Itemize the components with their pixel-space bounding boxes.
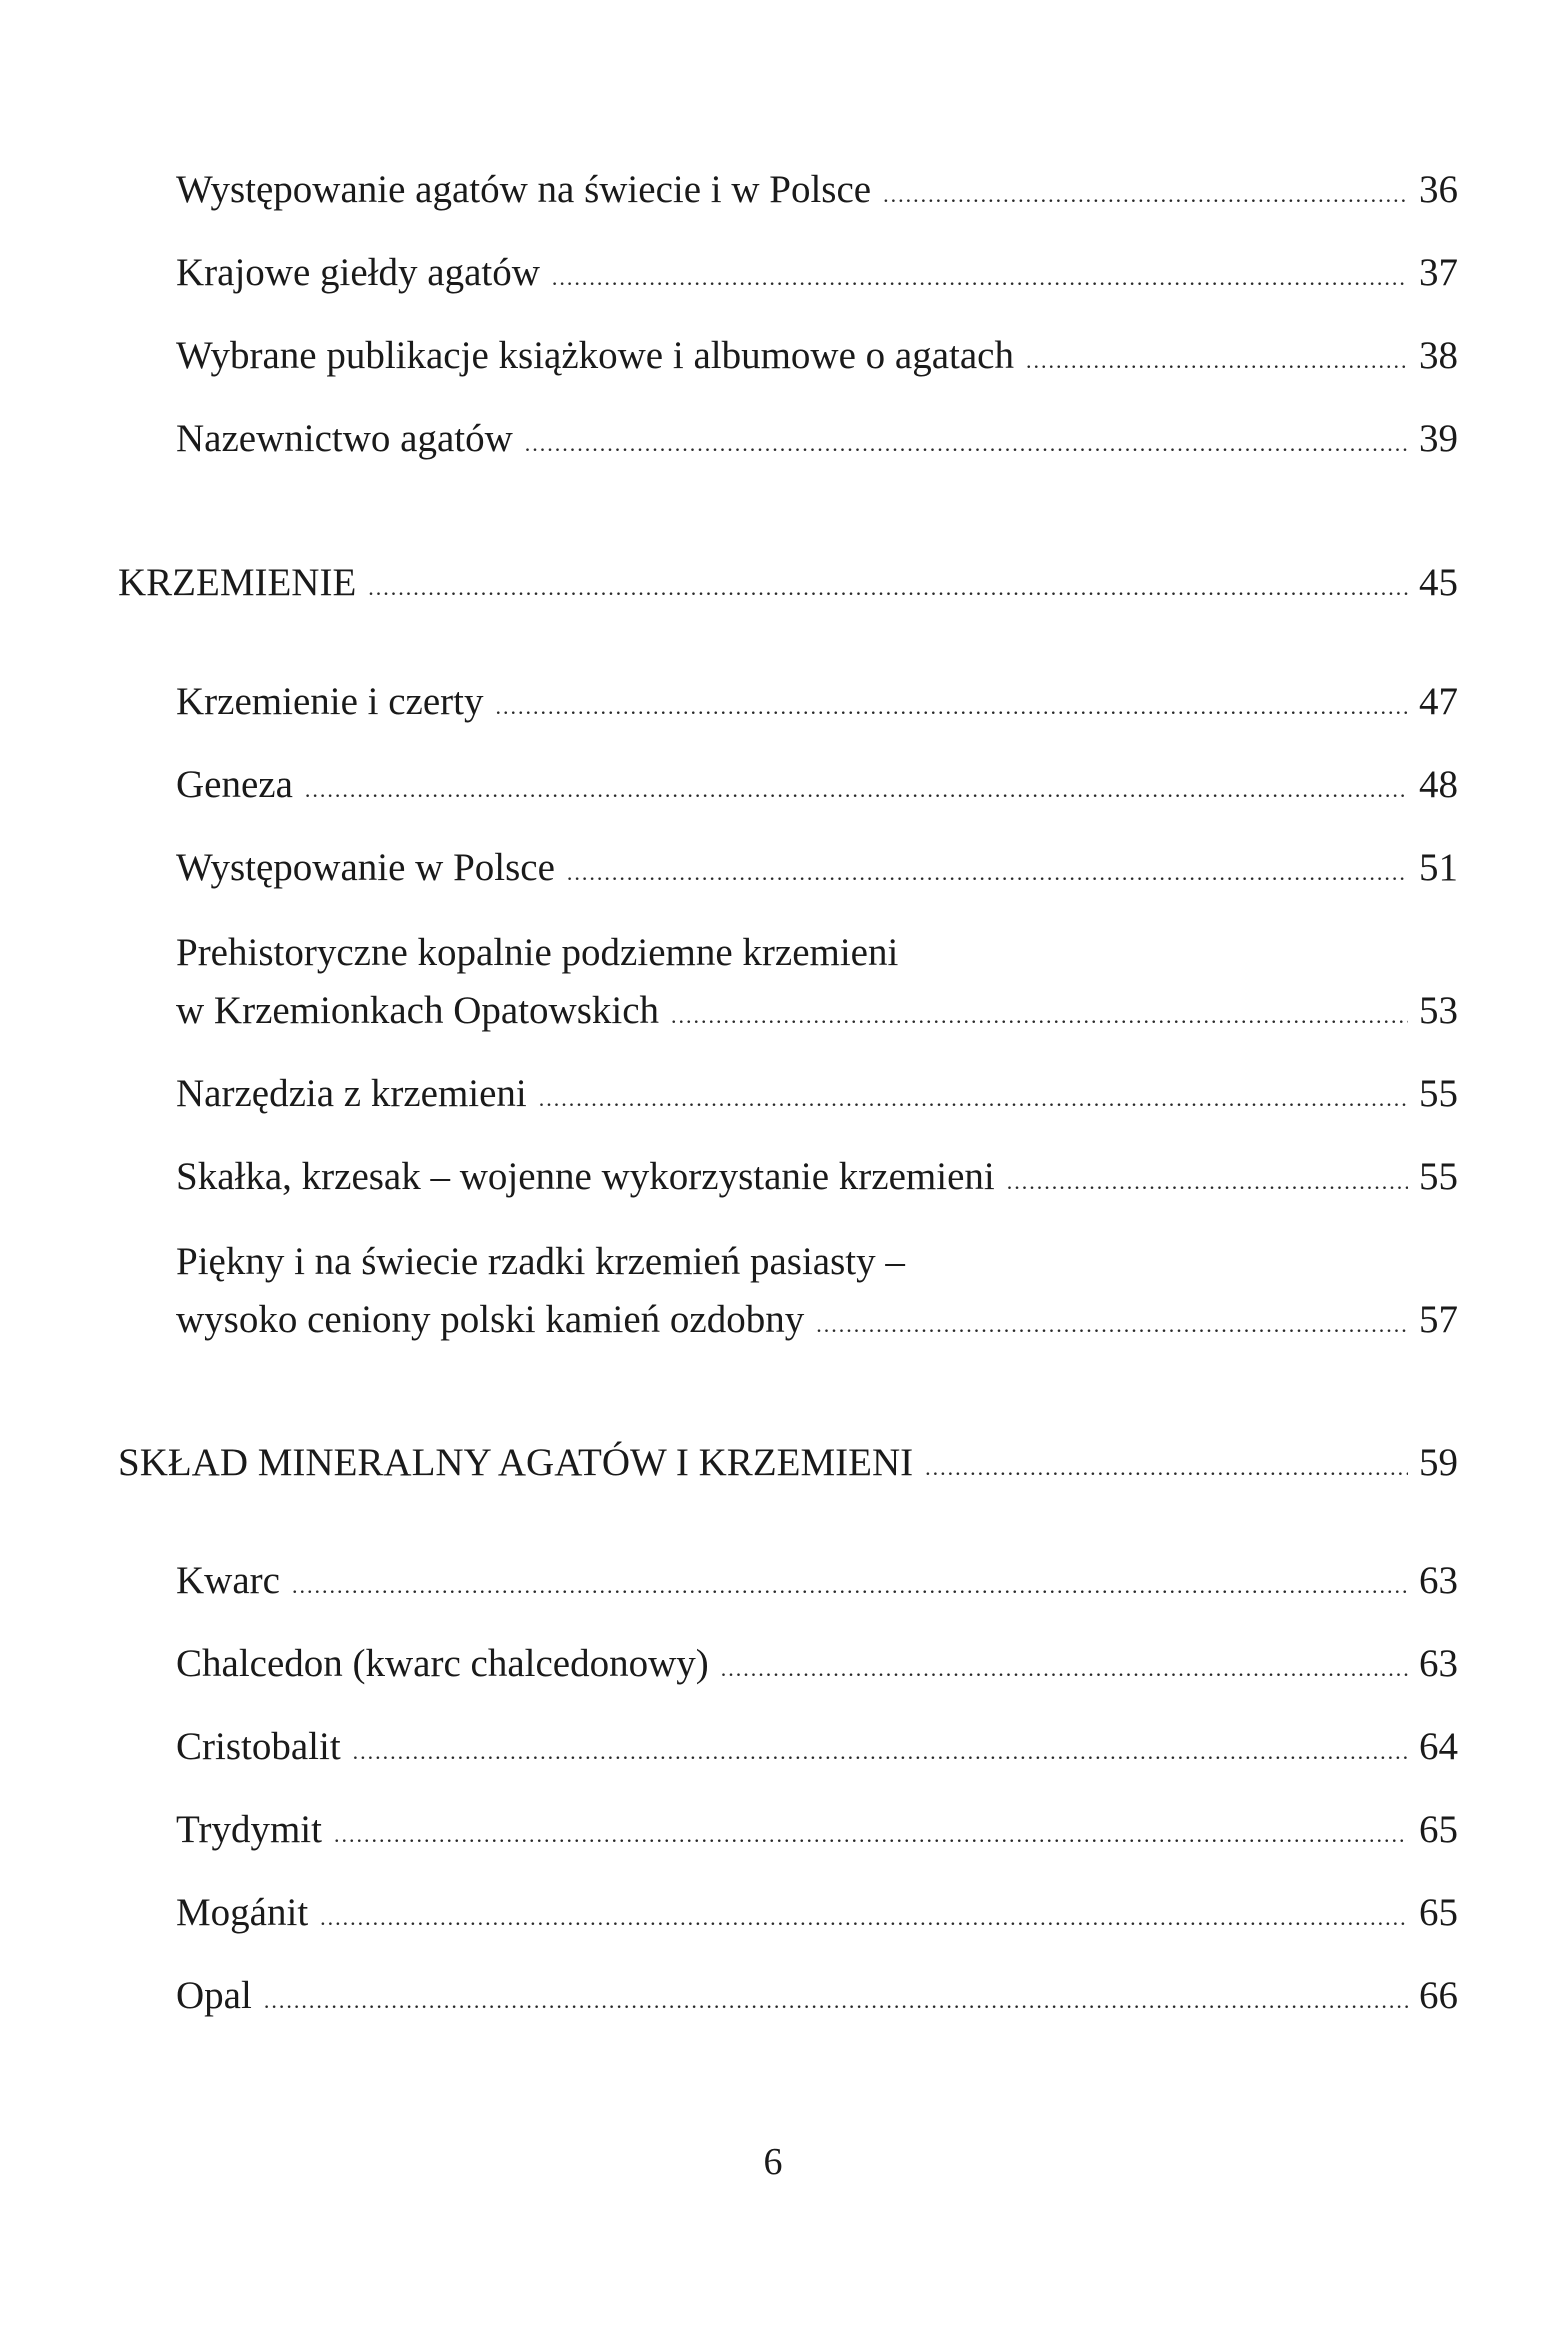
dot-leader — [539, 1088, 1408, 1110]
toc-entry-page: 57 — [1419, 1298, 1458, 1341]
toc-section-title: SKŁAD MINERALNY AGATÓW I KRZEMIENI — [118, 1441, 914, 1484]
toc-entry — [176, 1157, 1458, 1196]
toc-entry-title: Chalcedon (kwarc chalcedonowy) — [176, 1642, 709, 1685]
toc-entry — [176, 991, 1458, 1030]
dot-leader — [671, 1005, 1408, 1027]
dot-leader — [292, 1575, 1408, 1597]
toc-section-heading — [118, 1443, 1458, 1482]
dot-leader — [721, 1658, 1408, 1680]
dot-leader — [525, 433, 1408, 455]
toc-entry-title: w Krzemionkach Opatowskich — [176, 989, 660, 1032]
toc-entry — [176, 1644, 1458, 1683]
toc-entry-title: Trydymit — [176, 1808, 322, 1851]
dot-leader — [1007, 1171, 1408, 1193]
toc-entry-page: 37 — [1419, 251, 1458, 294]
toc-entry — [176, 682, 1458, 721]
dot-leader — [334, 1824, 1408, 1846]
toc-entry-title: Cristobalit — [176, 1725, 341, 1768]
dot-leader — [925, 1457, 1408, 1479]
dot-leader — [264, 1990, 1408, 2012]
toc-section-title: KRZEMIENIE — [118, 561, 357, 604]
toc-entry — [176, 1810, 1458, 1849]
toc-section-heading — [118, 563, 1458, 602]
toc-entry-page: 48 — [1419, 763, 1458, 806]
toc-entry-title: Skałka, krzesak – wojenne wykorzystanie krzemieni — [176, 1155, 995, 1198]
toc-entry-page: 36 — [1419, 168, 1458, 211]
toc-entry — [176, 170, 1458, 209]
toc-entry-title: Kwarc — [176, 1559, 280, 1602]
toc-entry — [176, 1300, 1458, 1339]
dot-leader — [816, 1314, 1408, 1336]
toc-entry — [176, 1074, 1458, 1113]
toc-entry-title-line1: Prehistoryczne kopalnie podziemne krzemieni — [176, 931, 899, 974]
toc-entry-title: Występowanie agatów na świecie i w Polsce — [176, 168, 872, 211]
dot-leader — [567, 862, 1408, 884]
dot-leader — [320, 1907, 1408, 1929]
toc-entry-page: 63 — [1419, 1559, 1458, 1602]
toc-entry — [176, 765, 1458, 804]
toc-entry-page: 55 — [1419, 1155, 1458, 1198]
toc-entry — [176, 419, 1458, 458]
toc-entry-title: Opal — [176, 1974, 252, 2017]
toc-entry-page: 51 — [1419, 846, 1458, 889]
toc-entry-title: Nazewnictwo agatów — [176, 417, 513, 460]
toc-entry-page: 55 — [1419, 1072, 1458, 1115]
toc-entry-title: Geneza — [176, 763, 293, 806]
toc-entry — [176, 1976, 1458, 2015]
toc-entry-page: 64 — [1419, 1725, 1458, 1768]
toc-entry-title: Występowanie w Polsce — [176, 846, 555, 889]
toc-entry-title: wysoko ceniony polski kamień ozdobny — [176, 1298, 805, 1341]
toc-entry — [176, 1893, 1458, 1932]
toc-entry — [176, 1561, 1458, 1600]
toc-entry-page: 63 — [1419, 1642, 1458, 1685]
toc-entry — [176, 253, 1458, 292]
toc-entry-title: Mogánit — [176, 1891, 309, 1934]
toc-entry-page: 65 — [1419, 1891, 1458, 1934]
toc-entry-page: 59 — [1419, 1441, 1458, 1484]
toc-entry-page: 66 — [1419, 1974, 1458, 2017]
dot-leader — [552, 267, 1408, 289]
toc-entry-page: 38 — [1419, 334, 1458, 377]
dot-leader — [883, 184, 1408, 206]
toc-entry-page: 47 — [1419, 680, 1458, 723]
toc-entry — [176, 336, 1458, 375]
toc-entry-title: Krzemienie i czerty — [176, 680, 484, 723]
dot-leader — [368, 577, 1408, 599]
toc-entry-page: 39 — [1419, 417, 1458, 460]
dot-leader — [353, 1741, 1408, 1763]
toc-entry-title: Wybrane publikacje książkowe i albumowe o agatach — [176, 334, 1014, 377]
toc-entry — [176, 1727, 1458, 1766]
toc-entry-title: Narzędzia z krzemieni — [176, 1072, 527, 1115]
toc-entry-page: 45 — [1419, 561, 1458, 604]
toc-entry-page: 65 — [1419, 1808, 1458, 1851]
toc-entry-title-line1: Piękny i na świecie rzadki krzemień pasiasty – — [176, 1240, 905, 1283]
toc-entry-title: Krajowe giełdy agatów — [176, 251, 540, 294]
dot-leader — [496, 696, 1409, 718]
toc-entry — [176, 848, 1458, 887]
dot-leader — [305, 779, 1408, 801]
toc-entry-page: 53 — [1419, 989, 1458, 1032]
dot-leader — [1026, 350, 1408, 372]
page-number: 6 — [763, 2141, 783, 2183]
